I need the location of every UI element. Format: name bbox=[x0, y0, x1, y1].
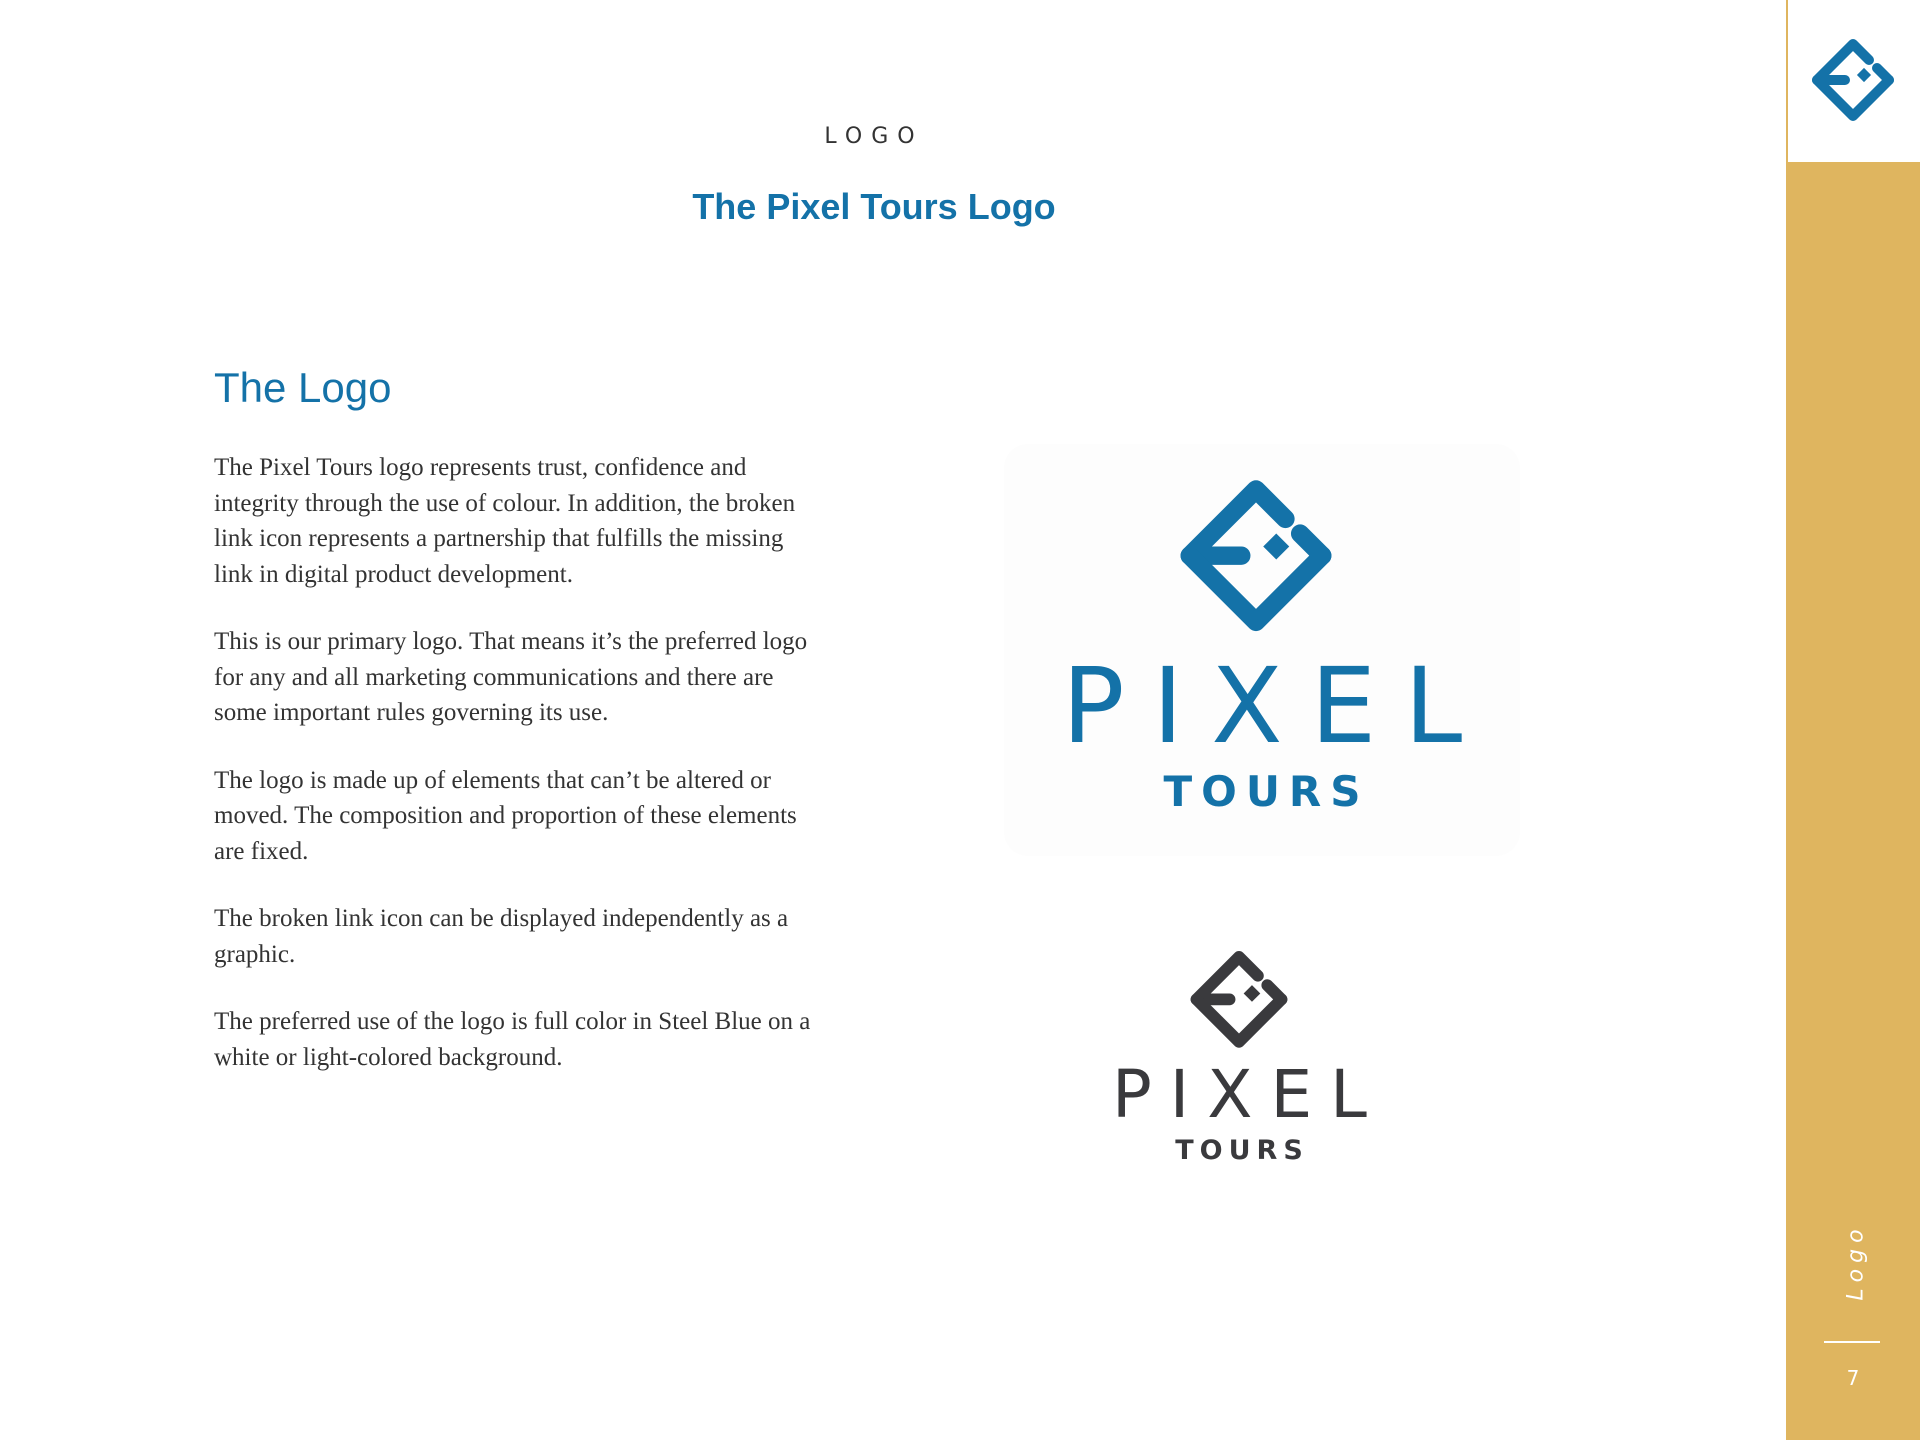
secondary-logo bbox=[1094, 938, 1384, 1168]
primary-logo bbox=[1004, 444, 1520, 856]
page-title: The Pixel Tours Logo bbox=[692, 186, 1056, 227]
body-paragraph: The broken link icon can be displayed independently as a graphic. bbox=[214, 905, 789, 968]
broken-link-diamond-icon bbox=[1180, 938, 1298, 1056]
sidebar-section-label: Logo bbox=[1843, 1223, 1869, 1301]
secondary-tagline: TOURS bbox=[1175, 1135, 1309, 1166]
sidebar-divider bbox=[1824, 1341, 1880, 1343]
body-paragraph: The Pixel Tours logo represents trust, confidence and integrity through the use of colour. In addition, the broken link icon represents a partnership that fulfills the missing link in digital product development. bbox=[214, 454, 796, 588]
broken-link-diamond-icon bbox=[1803, 28, 1903, 128]
body-paragraph: This is our primary logo. That means it’s the preferred logo for any and all marketing communications and there are some important rules governing its use. bbox=[214, 628, 808, 726]
secondary-wordmark: PIXEL bbox=[1112, 1056, 1385, 1133]
section-eyebrow: LOGO bbox=[824, 124, 924, 149]
body-paragraph: The logo is made up of elements that can’t be altered or moved. The composition and proportion of these elements are fixed. bbox=[214, 766, 797, 865]
sidebar-logo bbox=[1788, 0, 1920, 162]
body-paragraph: The preferred use of the logo is full color in Steel Blue on a white or light-colored background. bbox=[214, 1008, 811, 1071]
page-number: 7 bbox=[1846, 1366, 1860, 1390]
primary-tagline: TOURS bbox=[1163, 767, 1370, 816]
primary-wordmark: PIXEL bbox=[1061, 645, 1491, 767]
body-copy bbox=[214, 450, 824, 1107]
section-heading: The Logo bbox=[214, 364, 392, 411]
broken-link-diamond-icon bbox=[1164, 460, 1348, 644]
